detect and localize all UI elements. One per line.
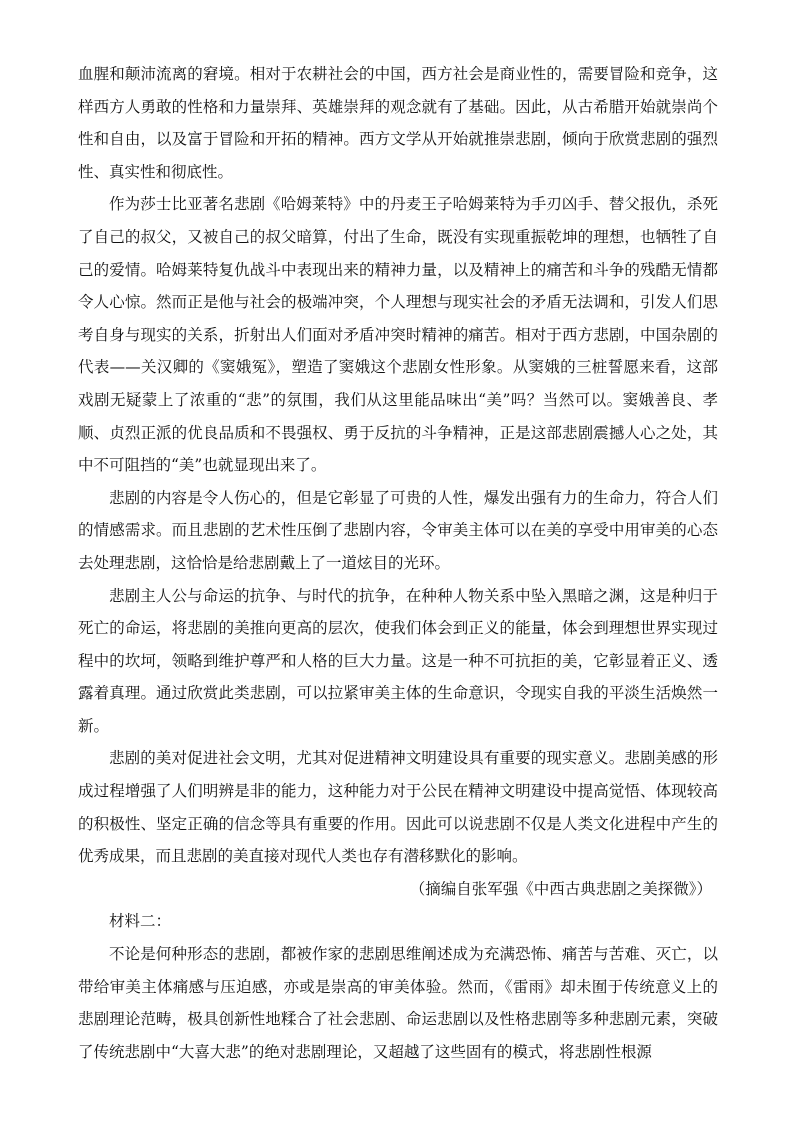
paragraph-continuation: 血腥和颠沛流离的窘境。相对于农耕社会的中国，西方社会是商业性的，需要冒险和竞争，这样西方人勇敢的性格和力量崇拜、英雄崇拜的观念就有了基础。因此，从古希腊开始就崇尚个性和自由，以及富于冒险和开拓的精神。西方文学从开始就推崇悲剧，倾向于欣赏悲剧的强烈性、真实性和彻底性。 <box>78 65 718 181</box>
paragraph-thunderstorm: 不论是何种形态的悲剧，都被作家的悲剧思维阐述成为充满恐怖、痛苦与苦难、灭亡，以带给审美主体痛感与压迫感，亦或是崇高的审美体验。然而，《雷雨》却未囿于传统意义上的悲剧理论范畴，极具创新性地糅合了社会悲剧、命运悲剧以及性格悲剧等多种悲剧元素，突破了传统悲剧中“大喜大悲”的绝对悲剧理论，又超越了这些固有的模式，将悲剧性根源 <box>78 945 718 1061</box>
paragraph-hamlet: 作为莎士比亚著名悲剧《哈姆莱特》中的丹麦王子哈姆莱特为手刃凶手、替父报仇，杀死了自己的叔父，又被自己的叔父暗算，付出了生命，既没有实现重振乾坤的理想，也牺牲了自己的爱情。哈姆莱特复仇战斗中表现出来的精神力量，以及精神上的痛苦和斗争的残酷无情都令人心惊。然而正是他与社会的极端冲突，个人理想与现实社会的矛盾无法调和，引发人们思考自身与现实的关系，折射出人们面对矛盾冲突时精神的痛苦。相对于西方悲剧，中国杂剧的代表——关汉卿的《窦娥冤》，塑造了窦娥这个悲剧女性形象。从窦娥的三桩誓愿来看，这部戏剧无疑蒙上了浓重的“悲”的氛围，我们从这里能品味出“美”吗？当然可以。窦娥善良、孝顺、贞烈正派的优良品质和不畏强权、勇于反抗的斗争精神，正是这部悲剧震撼人心之处，其中不可阻挡的“美”也就显现出来了。 <box>78 195 718 475</box>
section-heading-material-two: 材料二： <box>109 912 172 931</box>
document-body <box>78 58 718 1068</box>
paragraph-tragedy-content: 悲剧的内容是令人伤心的，但是它彰显了可贵的人性，爆发出强有力的生命力，符合人们的情感需求。而且悲剧的艺术性压倒了悲剧内容，令审美主体可以在美的享受中用审美的心态去处理悲剧，这恰恰是给悲剧戴上了一道炫目的光环。 <box>78 488 718 572</box>
source-citation: （摘编自张军强《中西古典悲剧之美探微》） <box>409 879 712 898</box>
paragraph-social-civilization: 悲剧的美对促进社会文明，尤其对促进精神文明建设具有重要的现实意义。悲剧美感的形成过程增强了人们明辨是非的能力，这种能力对于公民在精神文明建设中提高觉悟、体现较高的积极性、坚定正确的信念等具有重要的作用。因此可以说悲剧不仅是人类文化进程中产生的优秀成果，而且悲剧的美直接对现代人类也存有潜移默化的影响。 <box>78 749 718 866</box>
paragraph-protagonist-fate: 悲剧主人公与命运的抗争、与时代的抗争，在种种人物关系中坠入黑暗之渊，这是种归于死亡的命运，将悲剧的美推向更高的层次，使我们体会到正义的能量，体会到理想世界实现过程中的坎坷，领略到维护尊严和人格的巨大力量。这是一种不可抗拒的美，它彰显着正义、透露着真理。通过欣赏此类悲剧，可以拉紧审美主体的生命意识，令现实自我的平淡生活焕然一新。 <box>78 586 718 735</box>
